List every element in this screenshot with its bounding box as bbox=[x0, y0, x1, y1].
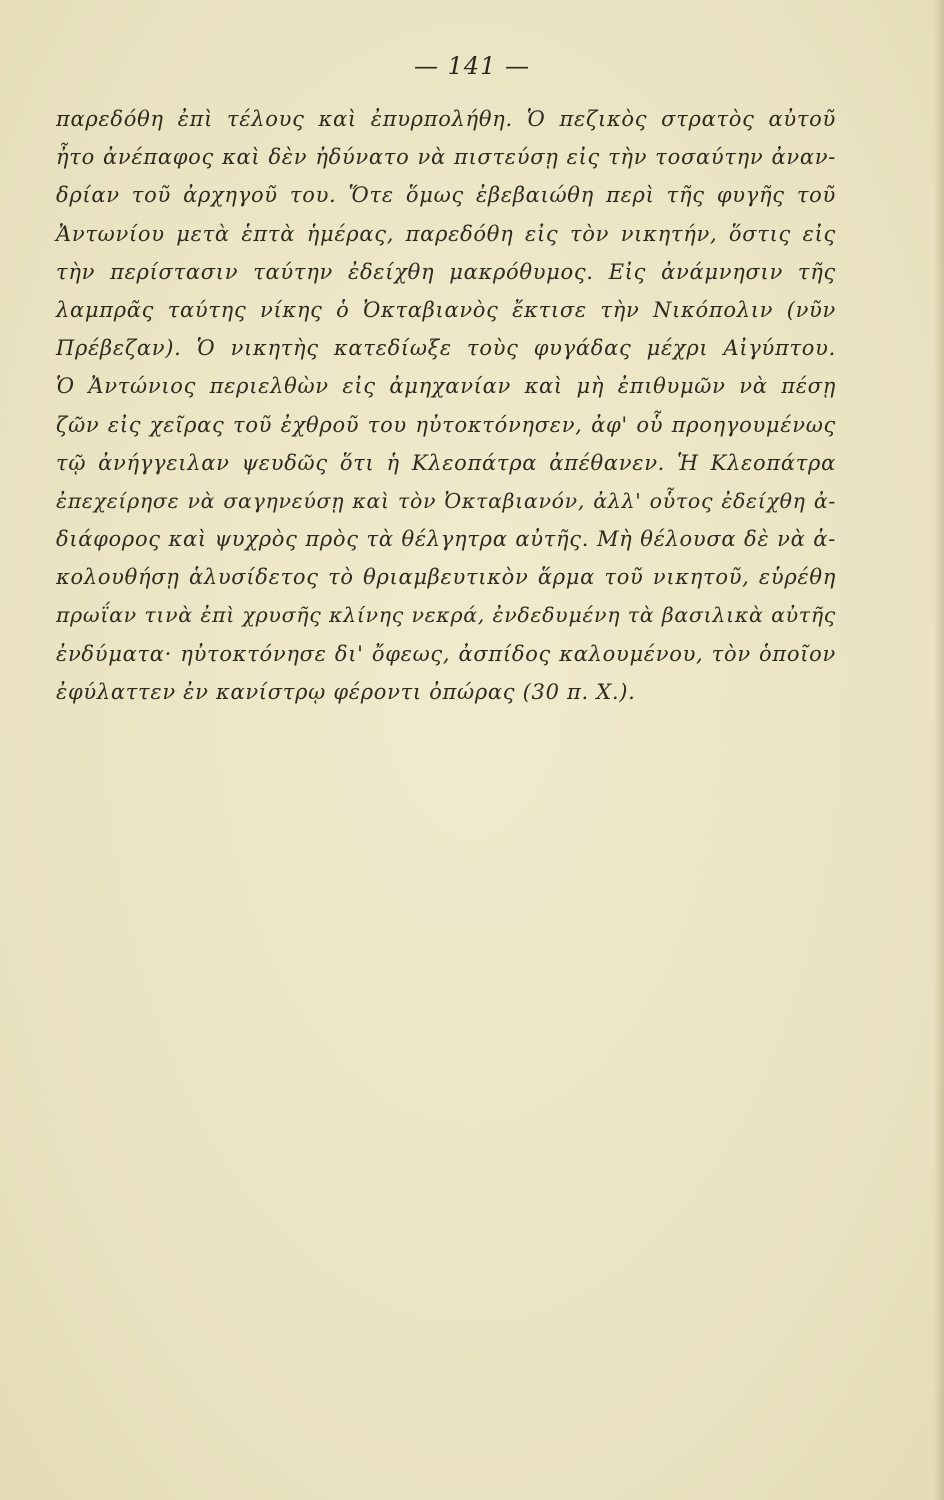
text-line: διάφορος καὶ ψυχρὸς πρὸς τὰ θέλγητρα αὐτῆς. Μὴ θέλουσα δὲ νὰ ἀ- bbox=[56, 527, 836, 552]
text-line: Ὁ Ἀντώνιος περιελθὼν εἰς ἀμηχανίαν καὶ μὴ ἐπιθυμῶν νὰ πέσῃ bbox=[56, 374, 836, 399]
text-line: τῷ ἀνήγγειλαν ψευδῶς ὅτι ἡ Κλεοπάτρα ἀπέθανεν. Ἡ Κλεοπάτρα bbox=[56, 450, 836, 475]
page-edge-shadow bbox=[934, 0, 944, 1500]
text-line: ἐφύλαττεν ἐν κανίστρῳ φέροντι ὀπώρας (30 π. Χ.). bbox=[56, 679, 636, 704]
body-text bbox=[56, 100, 836, 711]
text-line: Πρέβεζαν). Ὁ νικητὴς κατεδίωξε τοὺς φυγάδας μέχρι Αἰγύπτου. bbox=[56, 336, 836, 361]
text-line: πρωΐαν τινὰ ἐπὶ χρυσῆς κλίνης νεκρά, ἐνδεδυμένη τὰ βασιλικὰ αὐτῆς bbox=[56, 603, 836, 628]
text-line: ἐπεχείρησε νὰ σαγηνεύσῃ καὶ τὸν Ὀκταβιανόν, ἀλλ' οὗτος ἐδείχθη ἀ- bbox=[56, 488, 836, 513]
text-line: λαμπρᾶς ταύτης νίκης ὁ Ὀκταβιανὸς ἔκτισε τὴν Νικόπολιν (νῦν bbox=[56, 297, 836, 322]
text-line: δρίαν τοῦ ἀρχηγοῦ του. Ὅτε ὅμως ἐβεβαιώθη περὶ τῆς φυγῆς τοῦ bbox=[56, 183, 836, 208]
text-line: κολουθήσῃ ἁλυσίδετος τὸ θριαμβευτικὸν ἅρμα τοῦ νικητοῦ, εὑρέθη bbox=[56, 565, 836, 590]
text-line: ἐνδύματα· ηὐτοκτόνησε δι' ὄφεως, ἀσπίδος καλουμένου, τὸν ὁποῖον bbox=[56, 641, 836, 666]
page-number: — 141 — bbox=[413, 52, 531, 80]
text-line: ζῶν εἰς χεῖρας τοῦ ἐχθροῦ του ηὐτοκτόνησεν, ἀφ' οὗ προηγουμένως bbox=[56, 412, 836, 437]
text-line: ἦτο ἀνέπαφος καὶ δὲν ἠδύνατο νὰ πιστεύσῃ εἰς τὴν τοσαύτην ἀναν- bbox=[56, 145, 836, 170]
text-line: παρεδόθη ἐπὶ τέλους καὶ ἐπυρπολήθη. Ὁ πεζικὸς στρατὸς αὐτοῦ bbox=[56, 107, 836, 131]
text-line: τὴν περίστασιν ταύτην ἐδείχθη μακρόθυμος. Εἰς ἀνάμνησιν τῆς bbox=[56, 259, 836, 284]
text-line: Ἀντωνίου μετὰ ἑπτὰ ἡμέρας, παρεδόθη εἰς τὸν νικητήν, ὅστις εἰς bbox=[56, 221, 836, 246]
